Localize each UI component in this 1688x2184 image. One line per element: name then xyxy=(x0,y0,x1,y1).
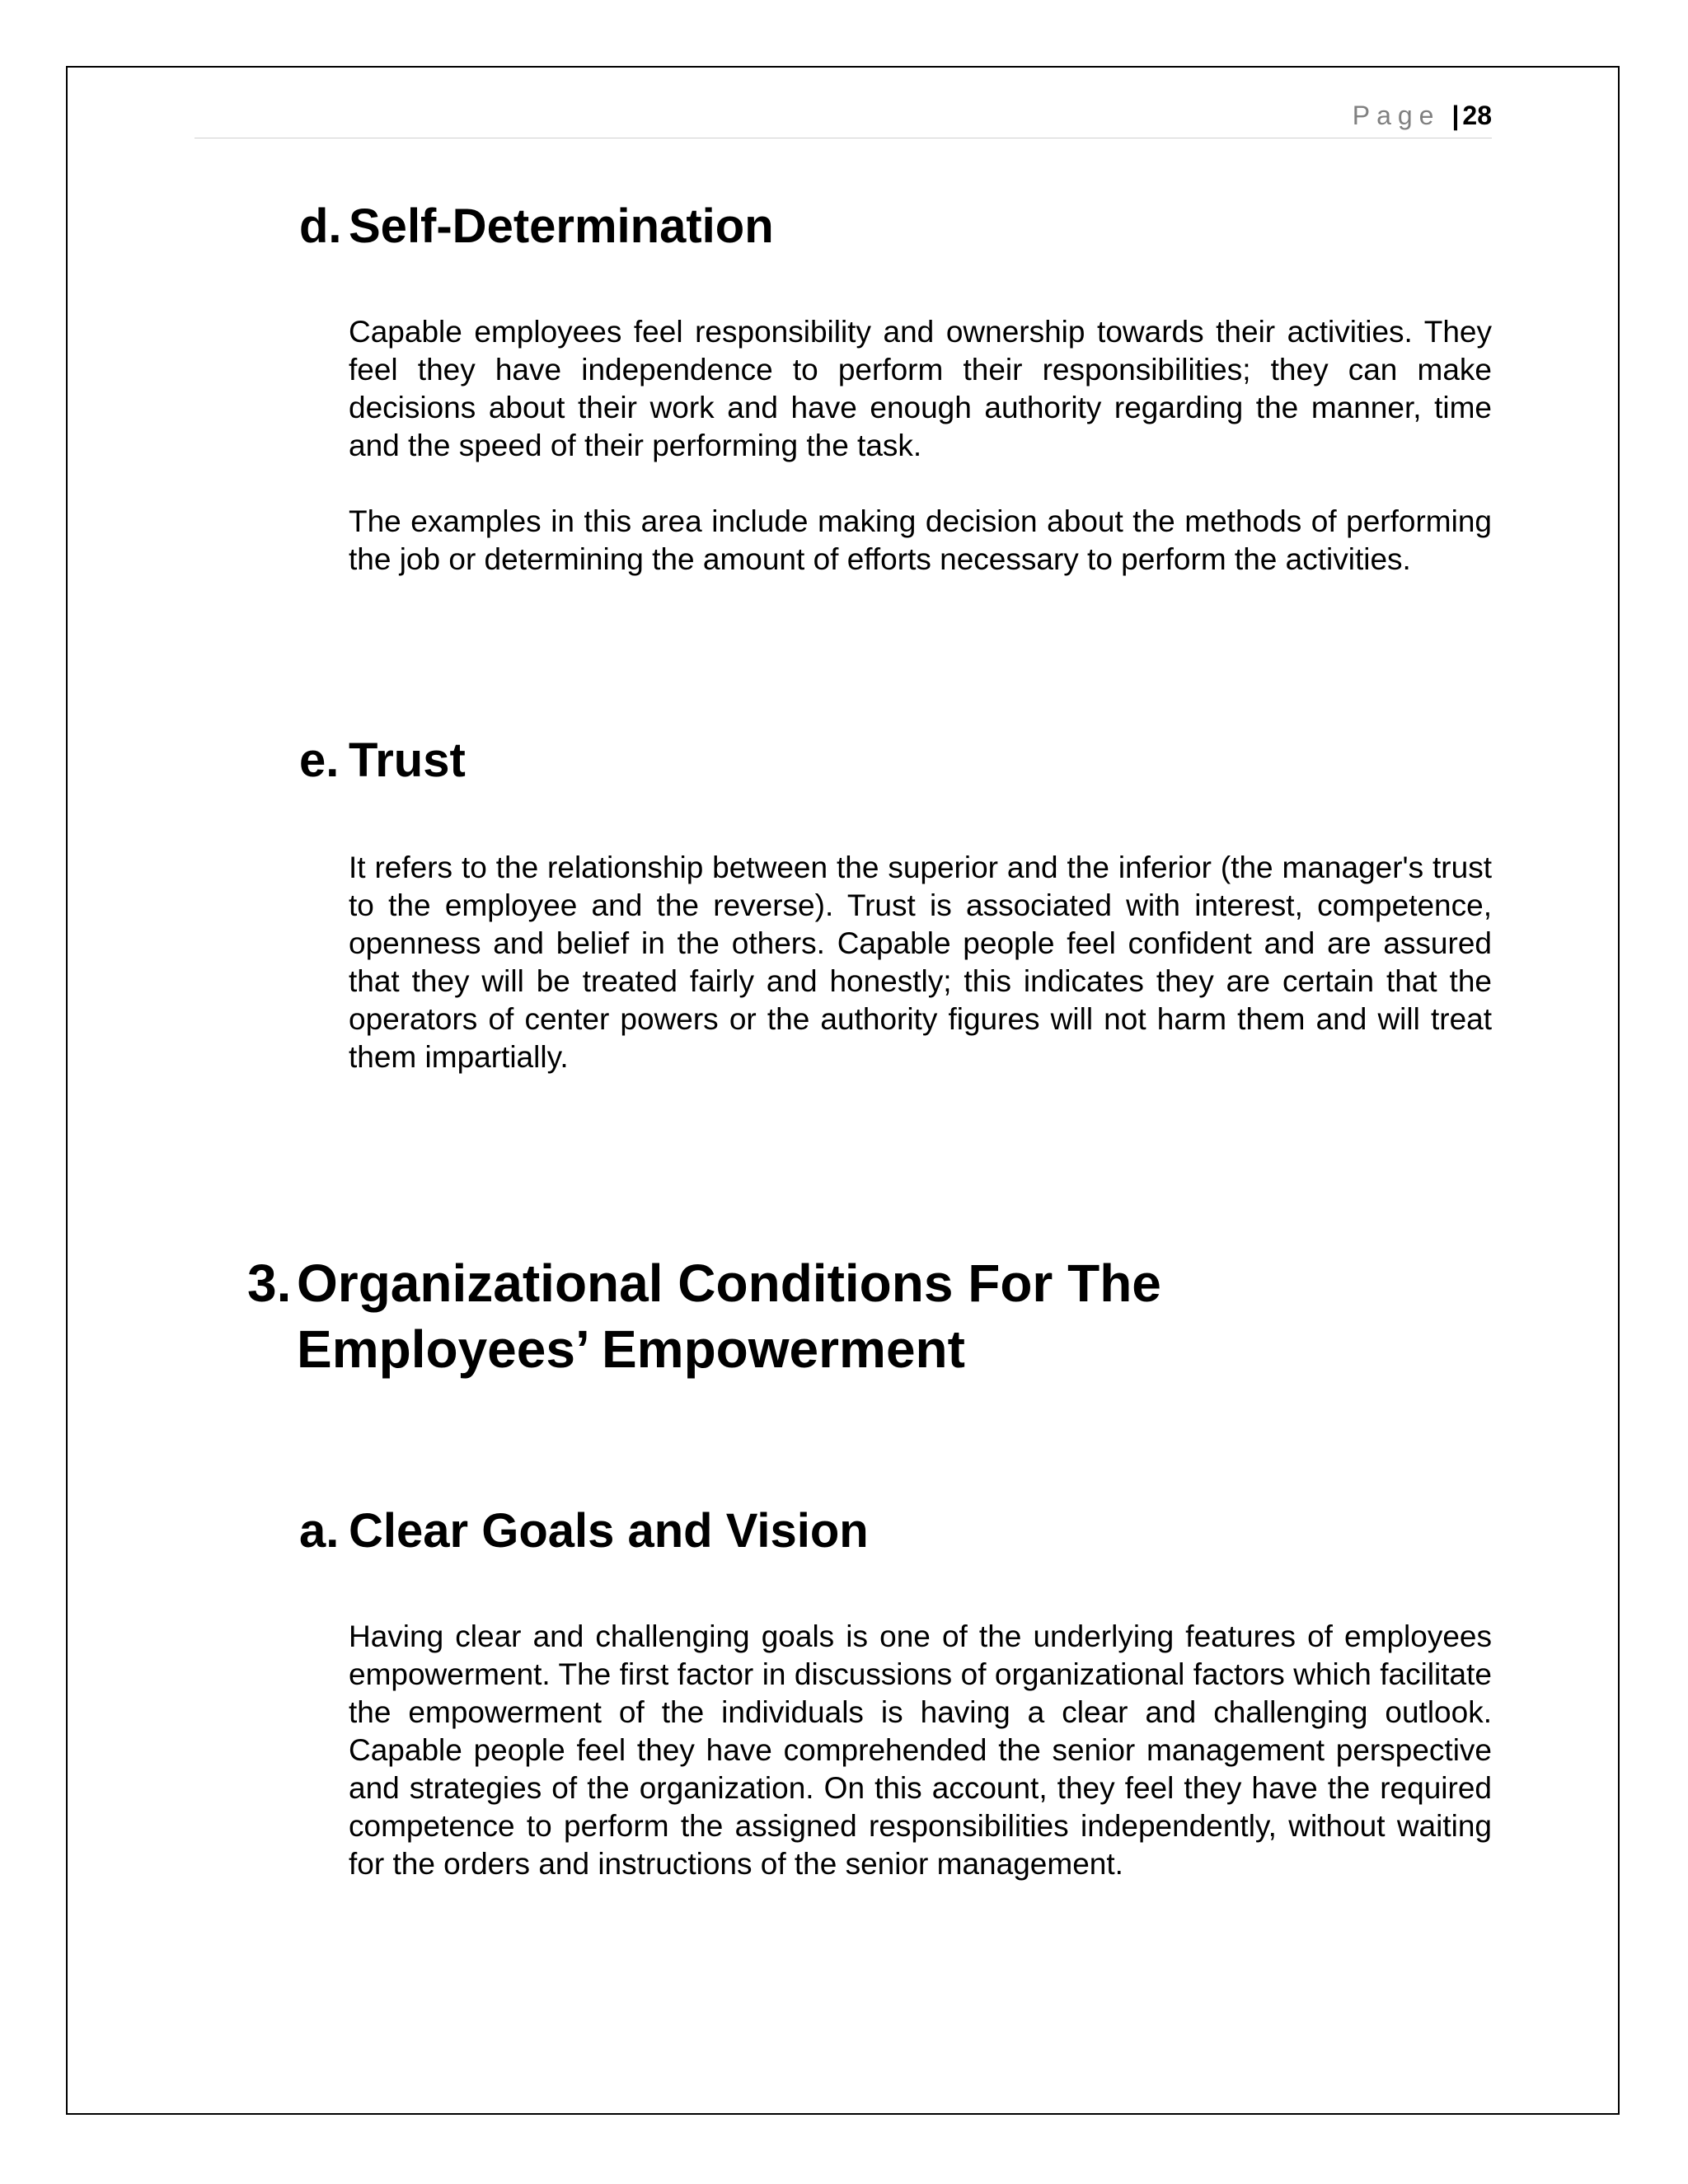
section-title: Clear Goals and Vision xyxy=(349,1504,869,1558)
paragraph: Capable employees feel responsibility and ownership towards their activities. They feel they have independence to perform their responsibilities; they can make decisions about their work and have enough authority regarding the manner, time and the speed of their performing the task. xyxy=(349,315,1492,462)
page-separator: | xyxy=(1451,101,1460,130)
paragraph: Having clear and challenging goals is one of the underlying features of employees empowerment. The first factor in discussions of organizational factors which facilitate the empowerment of the individuals is having a clear and challenging outlook. Capable people feel they have comprehended the senior management perspective and strategies of the organization. On this account, they feel they have the required competence to perform the assigned responsibilities independently, without waiting for the orders and instructions of the senior management. xyxy=(349,1619,1492,1881)
paragraph: The examples in this area include making decision about the methods of performing the job or determining the amount of efforts necessary to perform the activities. xyxy=(349,504,1492,576)
section-marker: d. xyxy=(299,199,342,253)
section-title: Trust xyxy=(349,733,466,787)
page-label: Page xyxy=(1352,101,1441,130)
page-header xyxy=(195,101,1492,138)
section-heading-self-determination xyxy=(299,198,774,255)
section-marker: a. xyxy=(299,1504,340,1558)
chapter-title-line-1: Organizational Conditions For The xyxy=(297,1254,1161,1313)
chapter-heading-organizational-conditions xyxy=(247,1250,1161,1382)
chapter-marker: 3. xyxy=(247,1254,292,1313)
chapter-title-line-2: Employees’ Empowerment xyxy=(297,1319,965,1379)
page-number: 28 xyxy=(1462,101,1492,130)
chapter-title xyxy=(297,1250,1161,1382)
section-heading-trust xyxy=(299,732,466,790)
section-title: Self-Determination xyxy=(349,199,774,253)
section-marker: e. xyxy=(299,733,340,787)
section-heading-clear-goals xyxy=(299,1502,869,1560)
paragraph: It refers to the relationship between the superior and the inferior (the manager's trust to the employee and the reverse). Trust is associated with interest, competence, openness and belief in the others. Capable people feel confident and are assured that they will be treated fairly and honestly; this indicates they are certain that the operators of center powers or the authority figures will not harm them and will treat them impartially. xyxy=(349,851,1492,1074)
